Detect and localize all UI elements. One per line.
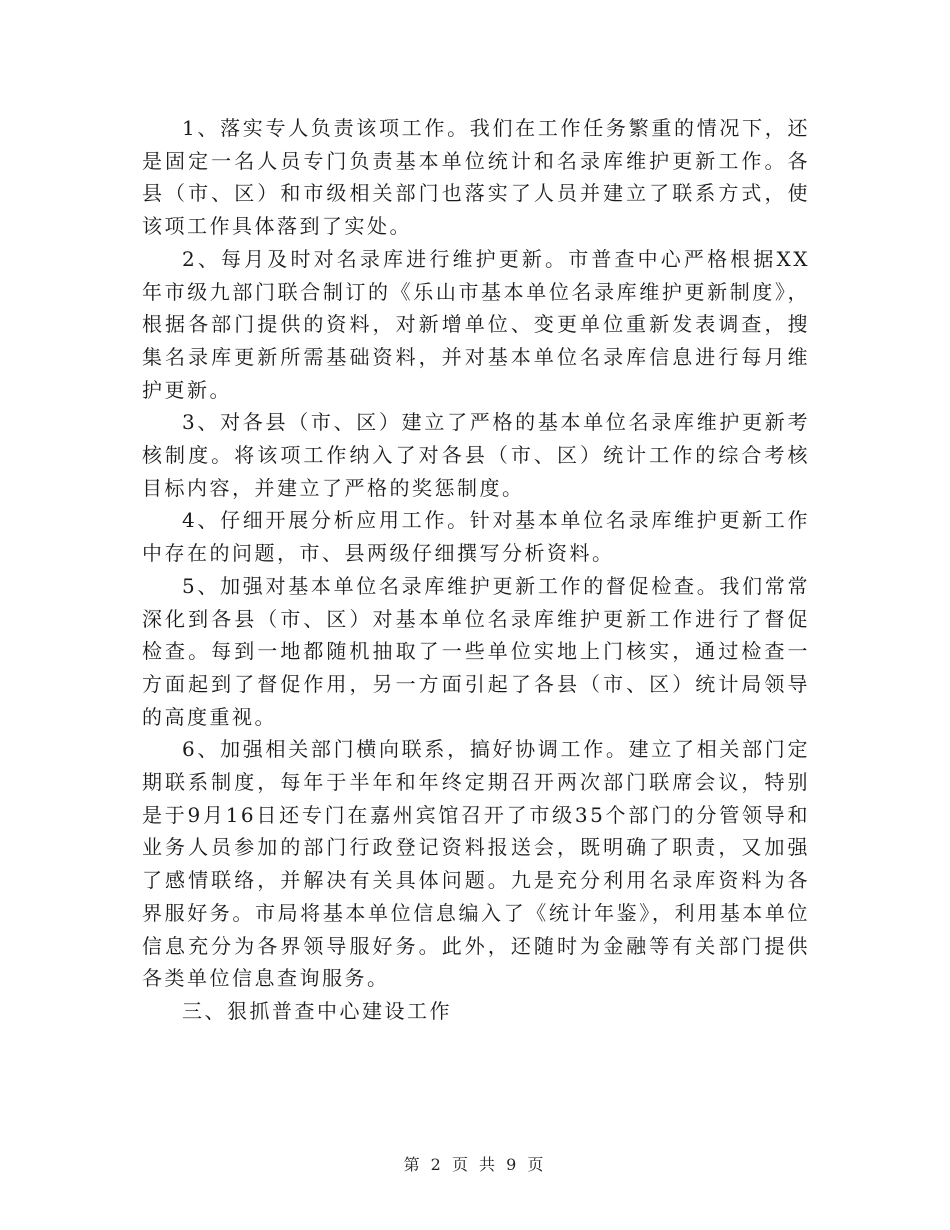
paragraph-2: 2、每月及时对名录库进行维护更新。市普查中心严格根据XX年市级九部门联合制订的《乐山市基本单位名录库维护更新制度》，根据各部门提供的资料，对新增单位、变更单位重新发表调查，搜集名录库更新所需基础资料，并对基本单位名录库信息进行每月维护更新。 [142,246,810,402]
page-footer: 第 2 页 共 9 页 [403,1155,547,1174]
section-heading: 三、狠抓普查中心建设工作 [182,998,452,1023]
document-body [142,112,810,1028]
paragraph-5: 5、加强对基本单位名录库维护更新工作的督促检查。我们常常深化到各县（市、区）对基本单位名录库维护更新工作进行了督促检查。每到一地都随机抽取了一些单位实地上门核实，通过检查一方面起到了督促作用，另一方面引起了各县（市、区）统计局领导的高度重视。 [142,573,810,729]
paragraph-3: 3、对各县（市、区）建立了严格的基本单位名录库维护更新考核制度。将该项工作纳入了对各县（市、区）统计工作的综合考核目标内容，并建立了严格的奖惩制度。 [142,410,810,500]
paragraph-6: 6、加强相关部门横向联系，搞好协调工作。建立了相关部门定期联系制度，每年于半年和年终定期召开两次部门联席会议，特别是于9月16日还专门在嘉州宾馆召开了市级35个部门的分管领导和业务人员参加的部门行政登记资料报送会，既明确了职责，又加强了感情联络，并解决有关具体问题。九是充分利用名录库资料为各界服好务。市局将基本单位信息编入了《统计年鉴》，利用基本单位信息充分为各界领导服好务。此外，还随时为金融等有关部门提供各类单位信息查询服务。 [142,737,810,991]
paragraph-4: 4、仔细开展分析应用工作。针对基本单位名录库维护更新工作中存在的问题，市、县两级仔细撰写分析资料。 [142,508,810,566]
paragraph-1: 1、落实专人负责该项工作。我们在工作任务繁重的情况下，还是固定一名人员专门负责基本单位统计和名录库维护更新工作。各县（市、区）和市级相关部门也落实了人员并建立了联系方式，使该项工作具体落到了实处。 [142,116,810,239]
